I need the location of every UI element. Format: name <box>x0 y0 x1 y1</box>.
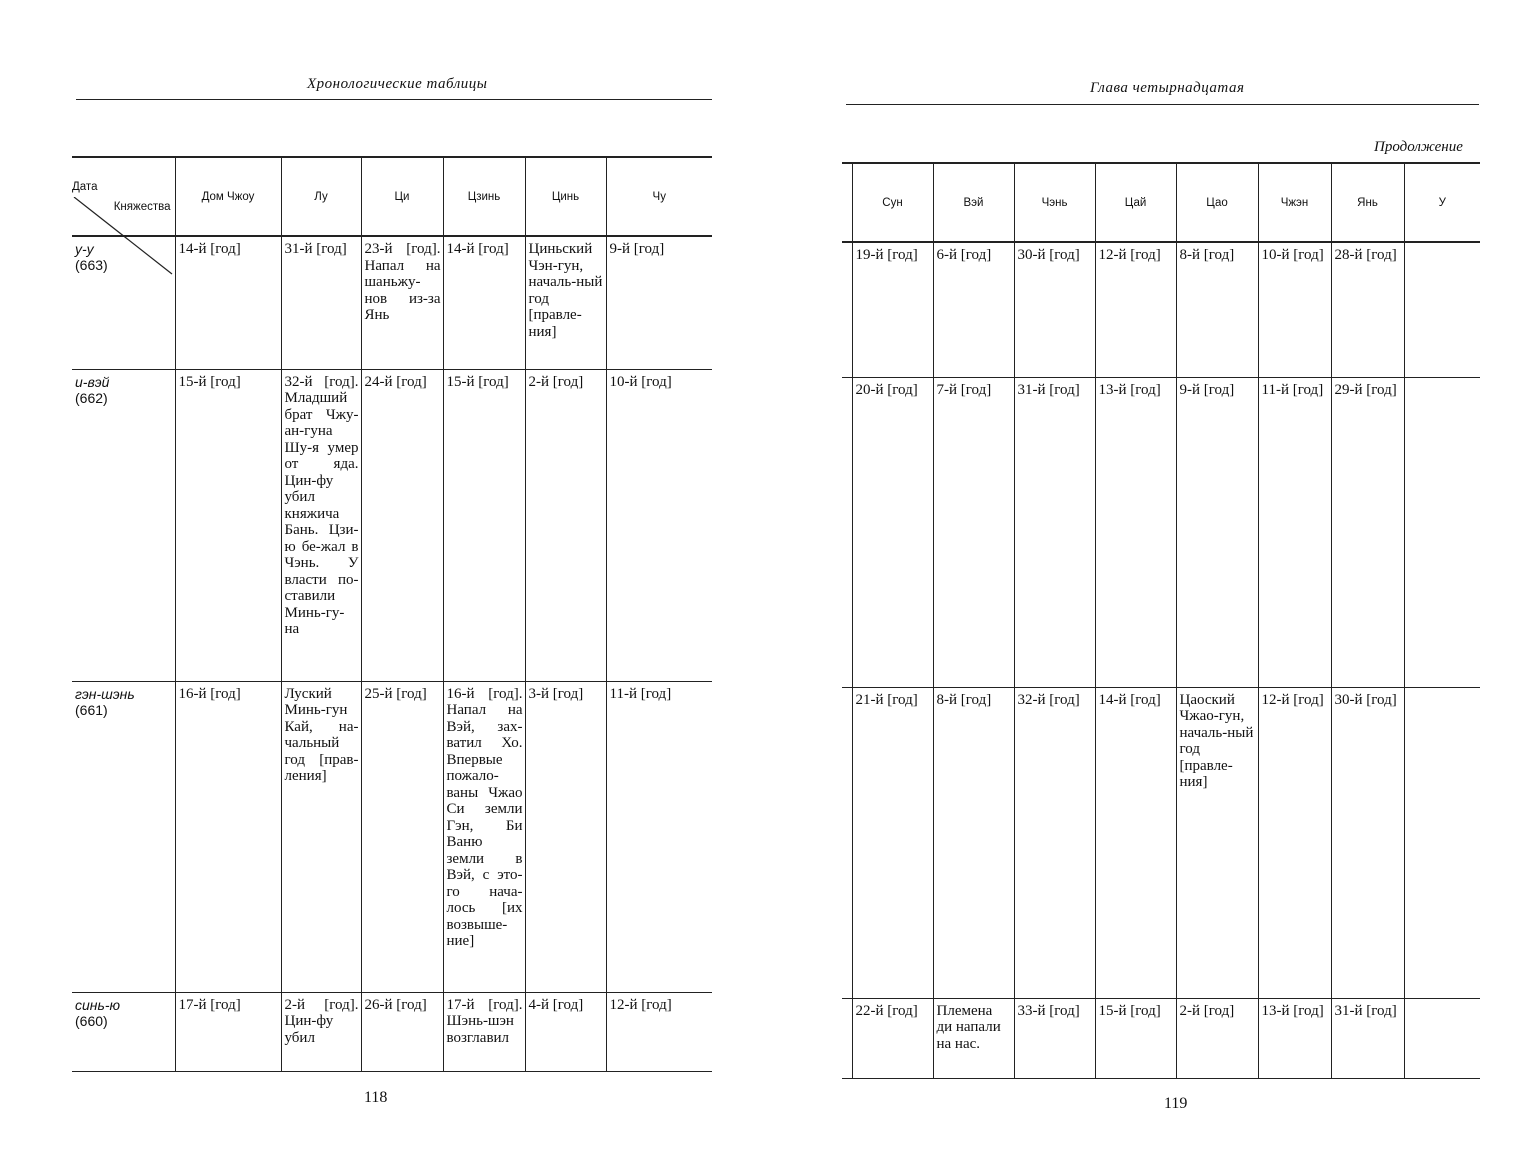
column-header: Цзинь <box>443 157 525 236</box>
table-cell: 33-й [год] <box>1014 998 1095 1078</box>
table-cell: 12-й [год] <box>1258 687 1331 998</box>
column-header: Сун <box>852 163 933 242</box>
table-cell: 15-й [год] <box>175 369 281 681</box>
date-cell <box>72 369 175 681</box>
chronology-table <box>72 156 712 1072</box>
table-cell: 12-й [год] <box>1095 242 1176 377</box>
table-cell: 14-й [год] <box>443 236 525 369</box>
table-row <box>842 242 1480 377</box>
table-row <box>72 369 712 681</box>
table-cell: 14-й [год] <box>175 236 281 369</box>
table-row <box>842 998 1480 1078</box>
table-row <box>72 992 712 1071</box>
table-cell: 12-й [год] <box>606 992 712 1071</box>
row-spacer <box>842 377 852 687</box>
table-cell: 32-й [год] <box>1014 687 1095 998</box>
page-number: 119 <box>1164 1095 1188 1112</box>
table-cell: 13-й [год] <box>1095 377 1176 687</box>
table-cell: 29-й [год] <box>1331 377 1404 687</box>
column-header: Чжэн <box>1258 163 1331 242</box>
table-cell <box>1404 998 1480 1078</box>
table-cell: 9-й [год] <box>1176 377 1258 687</box>
table-cell: 4-й [год] <box>525 992 606 1071</box>
table-cell: Цаоский Чжао-гун, началь-ный год [правле-ния] <box>1176 687 1258 998</box>
corner-label-date: Дата <box>72 180 98 193</box>
date-year: (662) <box>75 389 108 406</box>
column-header: Цай <box>1095 163 1176 242</box>
header-rule <box>76 99 712 100</box>
table-cell: 2-й [год] <box>525 369 606 681</box>
table-cell: 8-й [год] <box>933 687 1014 998</box>
table-cell: 32-й [год]. Младший брат Чжу-ан-гуна Шу-я умер от яда. Цин-фу убил княжича Бань. Цзи-ю бе-жал в Чэнь. У власти по-ставили Минь-гу-на <box>281 369 361 681</box>
column-header: Цао <box>1176 163 1258 242</box>
date-cyclical: у-у <box>75 241 94 257</box>
column-header: Чэнь <box>1014 163 1095 242</box>
table-cell: 30-й [год] <box>1331 687 1404 998</box>
table-cell: 10-й [год] <box>1258 242 1331 377</box>
corner-header <box>72 157 175 236</box>
table-row <box>842 377 1480 687</box>
table-cell: 7-й [год] <box>933 377 1014 687</box>
table-cell: 30-й [год] <box>1014 242 1095 377</box>
header-rule <box>846 104 1479 105</box>
table-cell: 15-й [год] <box>443 369 525 681</box>
header-spacer <box>842 163 852 242</box>
page-number: 118 <box>364 1089 388 1106</box>
column-header: Чу <box>606 157 712 236</box>
table-cell: 28-й [год] <box>1331 242 1404 377</box>
row-spacer <box>842 687 852 998</box>
date-cyclical: и-вэй <box>75 373 110 390</box>
corner-label-states: Княжества <box>113 200 171 213</box>
table-cell: 31-й [год] <box>1331 998 1404 1078</box>
table-cell <box>1404 377 1480 687</box>
row-spacer <box>842 242 852 377</box>
table-row <box>72 681 712 992</box>
column-header: Вэй <box>933 163 1014 242</box>
table-cell: 17-й [год] <box>175 992 281 1071</box>
date-year: (663) <box>75 257 108 273</box>
table-cell: 16-й [год]. Напал на Вэй, зах-ватил Хо. Впервые пожало-ваны Чжао Си земли Гэн, Би Ваню земли в Вэй, с это-го нача-лось [их возвыше-ние] <box>443 681 525 992</box>
table-cell: 13-й [год] <box>1258 998 1331 1078</box>
table-cell: 9-й [год] <box>606 236 712 369</box>
table-row <box>842 687 1480 998</box>
running-head: Хронологические таблицы <box>307 76 488 92</box>
table-cell: 26-й [год] <box>361 992 443 1071</box>
table-cell: Племена ди напали на нас. <box>933 998 1014 1078</box>
table-cell: 20-й [год] <box>852 377 933 687</box>
chronology-table <box>842 162 1480 1079</box>
column-header: У <box>1404 163 1480 242</box>
column-header: Лу <box>281 157 361 236</box>
table-cell: 25-й [год] <box>361 681 443 992</box>
table-cell: 16-й [год] <box>175 681 281 992</box>
continuation-label: Продолжение <box>1374 139 1463 155</box>
column-header: Янь <box>1331 163 1404 242</box>
table-cell: 2-й [год] <box>1176 998 1258 1078</box>
table-cell: 19-й [год] <box>852 242 933 377</box>
table-cell: 31-й [год] <box>1014 377 1095 687</box>
date-cyclical: гэн-шэнь <box>75 685 135 702</box>
date-cell <box>72 681 175 992</box>
column-header: Дом Чжоу <box>175 157 281 236</box>
column-header: Ци <box>361 157 443 236</box>
row-spacer <box>842 998 852 1078</box>
table-cell: 10-й [год] <box>606 369 712 681</box>
table-cell: 15-й [год] <box>1095 998 1176 1078</box>
right-page <box>769 0 1538 1174</box>
date-cyclical: синь-ю <box>75 996 121 1013</box>
table-cell: 2-й [год]. Цин-фу убил <box>281 992 361 1071</box>
table-cell: 23-й [год]. Напал на шаньжу-нов из-за Янь <box>361 236 443 369</box>
table-cell: 21-й [год] <box>852 687 933 998</box>
table-cell: 11-й [год] <box>606 681 712 992</box>
table-cell: 17-й [год]. Шэнь-шэн возглавил <box>443 992 525 1071</box>
running-head: Глава четырнадцатая <box>1090 80 1245 96</box>
table-cell: 14-й [год] <box>1095 687 1176 998</box>
table-cell: 24-й [год] <box>361 369 443 681</box>
table-cell: 6-й [год] <box>933 242 1014 377</box>
table-cell <box>1404 687 1480 998</box>
date-cell <box>72 992 175 1071</box>
table-cell: 22-й [год] <box>852 998 933 1078</box>
date-year: (660) <box>75 1012 108 1029</box>
table-cell: 8-й [год] <box>1176 242 1258 377</box>
table-cell: 11-й [год] <box>1258 377 1331 687</box>
table-cell: 31-й [год] <box>281 236 361 369</box>
table-cell: Луский Минь-гун Кай, на-чальный год [прав-ления] <box>281 681 361 992</box>
column-header: Цинь <box>525 157 606 236</box>
table-cell: Циньский Чэн-гун, началь-ный год [правле-ния] <box>525 236 606 369</box>
date-year: (661) <box>75 701 108 718</box>
table-cell <box>1404 242 1480 377</box>
table-cell: 3-й [год] <box>525 681 606 992</box>
